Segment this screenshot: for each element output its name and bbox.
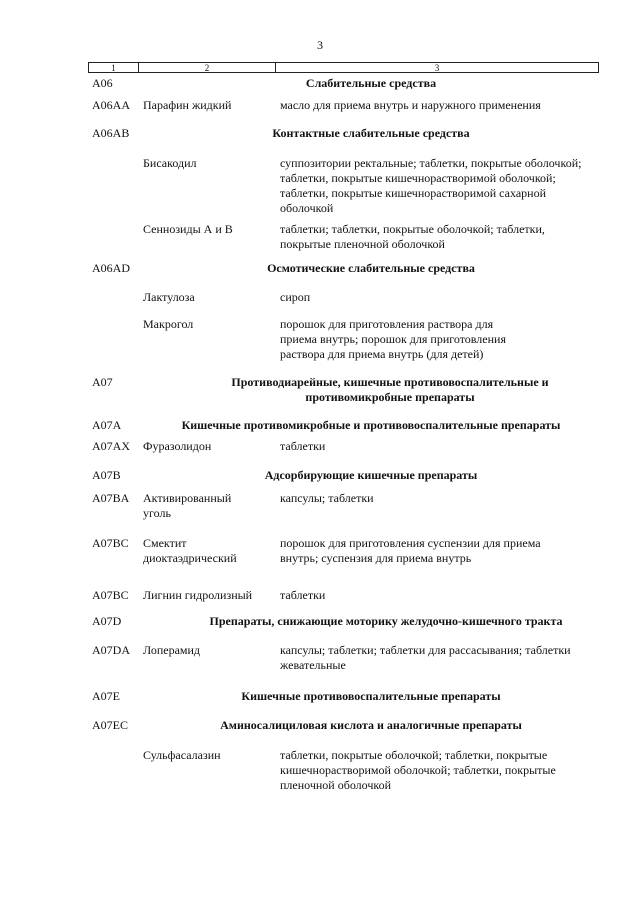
group-heading: Препараты, снижающие моторику желудочно-кишечного тракта <box>209 614 563 628</box>
drug-name: Макрогол <box>143 317 194 331</box>
column-header-1: 1 <box>89 63 139 72</box>
page-number: 3 <box>317 38 323 52</box>
dosage-form: капсулы; таблетки; таблетки для рассасывания; таблетки жевательные <box>280 643 571 672</box>
dosage-form: сироп <box>280 290 311 304</box>
dosage-form: таблетки; таблетки, покрытые оболочкой; таблетки, покрытые пленочной оболочкой <box>280 222 545 251</box>
drug-name: Бисакодил <box>143 156 197 170</box>
group-heading: Контактные слабительные средства <box>272 126 470 140</box>
drug-name: Парафин жидкий <box>143 98 232 112</box>
atc-code: A06 <box>92 76 113 90</box>
drug-name: Сульфасалазин <box>143 748 221 762</box>
atc-code: A07E <box>92 689 120 703</box>
drug-name: Лигнин гидролизный <box>143 588 253 602</box>
dosage-form: таблетки <box>280 439 326 453</box>
atc-code: A06AA <box>92 98 130 112</box>
group-heading: Кишечные противовоспалительные препараты <box>241 689 501 703</box>
table-header <box>88 62 599 73</box>
dosage-form: порошок для приготовления раствора для приема внутрь; порошок для приготовления раствора для приема внутрь (для детей) <box>280 317 506 361</box>
group-heading: Аминосалициловая кислота и аналогичные препараты <box>220 718 522 732</box>
drug-name: Фуразолидон <box>143 439 212 453</box>
atc-code: A07EC <box>92 718 128 732</box>
atc-code: A07DA <box>92 643 130 657</box>
atc-code: A07AX <box>92 439 130 453</box>
atc-code: A07BC <box>92 588 129 602</box>
dosage-form: таблетки <box>280 588 326 602</box>
atc-code: A06AB <box>92 126 130 140</box>
atc-code: A07 <box>92 375 113 389</box>
dosage-form: суппозитории ректальные; таблетки, покрытые оболочкой; таблетки, покрытые кишечнорастворимой оболочкой; таблетки, покрытые кишечнорастворимой сахарной оболочкой <box>280 156 582 215</box>
column-header-2: 2 <box>139 63 276 72</box>
atc-code: A07D <box>92 614 122 628</box>
group-heading: Противодиарейные, кишечные противовоспалительные и противомикробные препараты <box>231 375 549 404</box>
drug-name: Сеннозиды А и В <box>143 222 233 236</box>
atc-code: A07BA <box>92 491 130 505</box>
atc-code: A07BC <box>92 536 129 550</box>
dosage-form: капсулы; таблетки <box>280 491 374 505</box>
column-header-3: 3 <box>434 63 440 73</box>
drug-name: Активированный уголь <box>143 491 232 520</box>
group-heading: Кишечные противомикробные и противовоспалительные препараты <box>181 418 561 432</box>
drug-name: Лоперамид <box>143 643 201 657</box>
group-heading: Адсорбирующие кишечные препараты <box>264 468 478 482</box>
group-heading: Осмотические слабительные средства <box>267 261 475 275</box>
atc-code: A06AD <box>92 261 130 275</box>
dosage-form: таблетки, покрытые оболочкой; таблетки, покрытые кишечнорастворимой оболочкой; таблетки, покрытые пленочной оболочкой <box>280 748 556 792</box>
drug-name: Смектит диоктаэдрический <box>143 536 237 565</box>
atc-code: A07B <box>92 468 121 482</box>
dosage-form: порошок для приготовления суспензии для приема внутрь; суспензия для приема внутрь <box>280 536 541 565</box>
group-heading: Слабительные средства <box>305 76 437 90</box>
dosage-form: масло для приема внутрь и наружного применения <box>280 98 541 112</box>
drug-name: Лактулоза <box>143 290 195 304</box>
atc-code: A07A <box>92 418 122 432</box>
